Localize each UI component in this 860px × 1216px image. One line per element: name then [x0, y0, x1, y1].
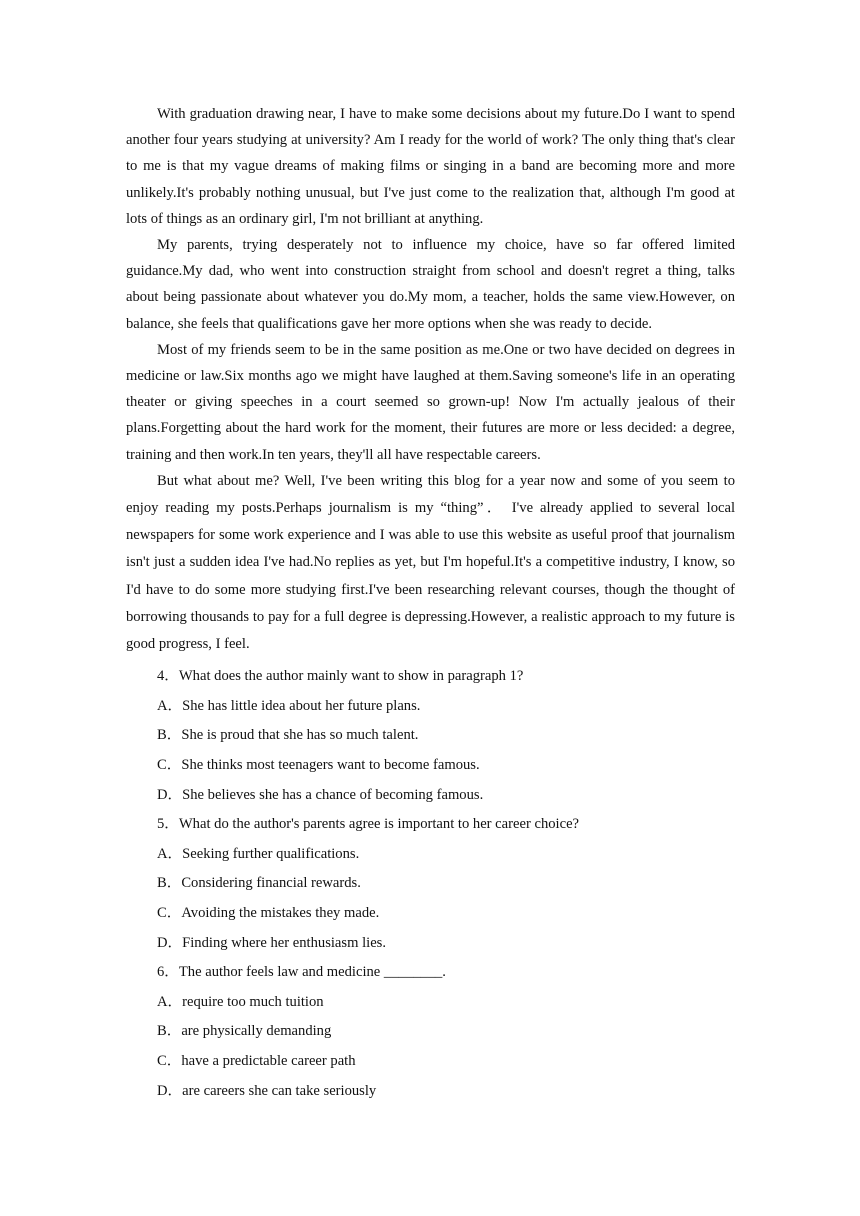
- answer-option-c: C．Avoiding the mistakes they made.: [157, 905, 380, 922]
- answer-option-b: B．are physically demanding: [157, 1023, 332, 1040]
- answer-option-b: B．She is proud that she has so much talent.: [157, 727, 419, 744]
- passage-paragraph-3: Most of my friends seem to be in the same position as me.One or two have decided on degrees in medicine or law.Six months ago we might have laughed at them.Saving someone's life in an operating theater or giving speeches in a court seemed so grown-up! Now I'm actually jealous of their plans.Forgetting about the hard work for the moment, their futures are more or less decided: a degree, training and then work.In ten years, they'll all have respectable careers.: [126, 341, 735, 463]
- answer-option-a: A．She has little idea about her future plans.: [157, 697, 421, 714]
- question-stem: 6．The author feels law and medicine ________.: [157, 964, 446, 981]
- passage-paragraph-2: My parents, trying desperately not to influence my choice, have so far offered limited guidance.My dad, who went into construction straight from school and doesn't regret a thing, talks about being passionate about whatever you do.My mom, a teacher, holds the same view.However, on balance, she feels that qualifications gave her more options when she was ready to decide.: [126, 237, 735, 332]
- passage-paragraph-4: But what about me? Well, I've been writing this blog for a year now and some of you seem to enjoy reading my posts.Perhaps journalism is my “thing”． I've already applied to several local newspapers for some work experience and I was able to use this website as useful proof that journalism isn't just a sudden idea I've had.No replies as yet, but I'm hopeful.It's a competitive industry, I know, so I'd have to do some more studying first.I've been researching relevant courses, though the thought of borrowing thousands to pay for a full degree is depressing.However, a realistic approach to my future is good progress, I feel.: [126, 472, 735, 653]
- answer-option-b: B．Considering financial rewards.: [157, 875, 361, 892]
- question-stem: 5．What do the author's parents agree is important to her career choice?: [157, 816, 580, 833]
- passage-paragraph-1: With graduation drawing near, I have to make some decisions about my future.Do I want to spend another four years studying at university? Am I ready for the world of work? The only thing that's clear to me is that my vague dreams of making films or singing in a band are becoming more and more unlikely.It's probably nothing unusual, but I've just come to the realization that, although I'm good at lots of things as an ordinary girl, I'm not brilliant at anything.: [126, 106, 735, 227]
- question-5: [126, 810, 735, 958]
- answer-option-a: A．Seeking further qualifications.: [157, 845, 360, 862]
- answer-option-d: D．are careers she can take seriously: [157, 1082, 377, 1099]
- document-page: [126, 101, 735, 1106]
- reading-passage: [126, 101, 735, 658]
- question-list: [126, 662, 735, 1106]
- question-4: [126, 662, 735, 810]
- answer-option-d: D．She believes she has a chance of becoming famous.: [157, 786, 484, 803]
- question-6: [126, 958, 735, 1106]
- question-stem: 4．What does the author mainly want to show in paragraph 1?: [157, 668, 524, 685]
- answer-option-c: C．She thinks most teenagers want to become famous.: [157, 757, 480, 774]
- answer-option-a: A．require too much tuition: [157, 993, 324, 1010]
- answer-option-c: C．have a predictable career path: [157, 1052, 356, 1069]
- answer-option-d: D．Finding where her enthusiasm lies.: [157, 934, 387, 951]
